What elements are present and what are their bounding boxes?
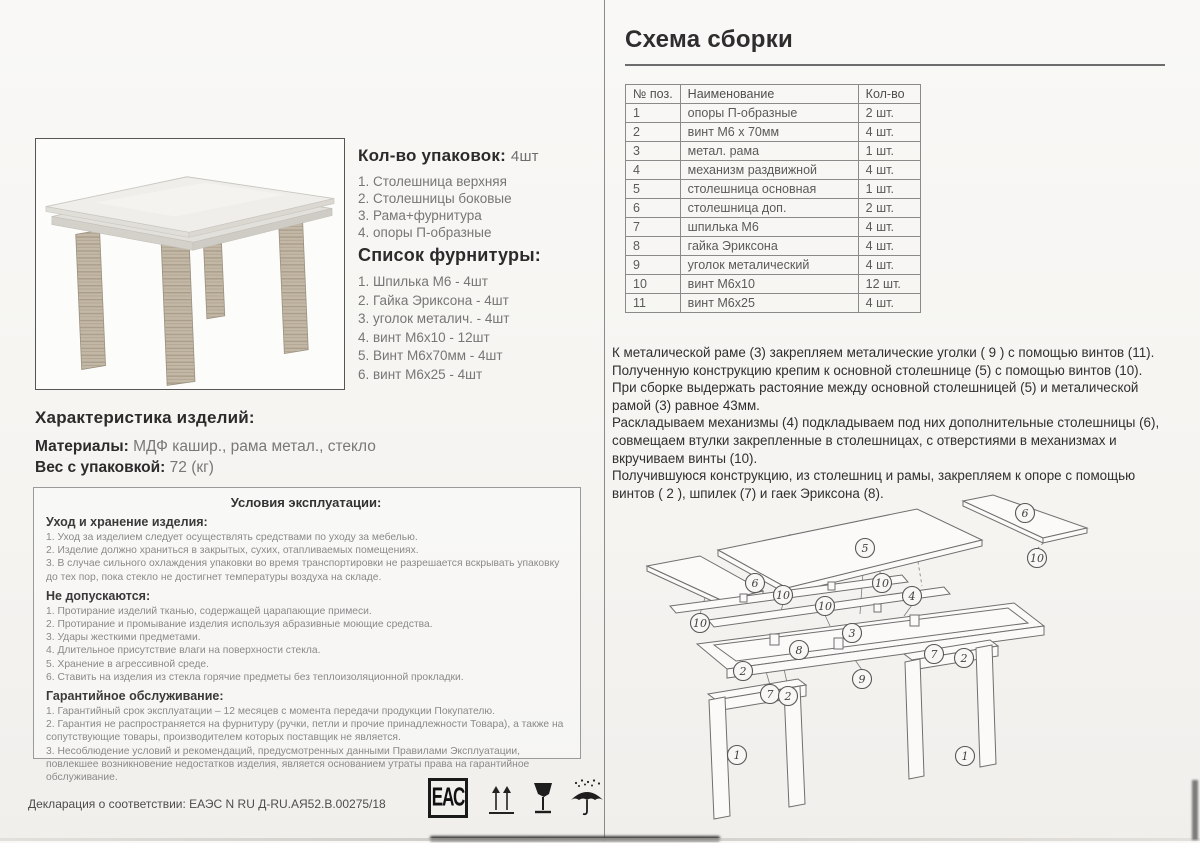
table-row <box>626 275 921 294</box>
table-row <box>626 104 921 123</box>
table-cell: 1 шт. <box>858 142 920 161</box>
table-cell: 4 шт. <box>858 256 920 275</box>
characteristics-title: Характеристика изделий: <box>35 408 255 427</box>
table-row <box>626 123 921 142</box>
callout-number: 4 <box>908 589 916 603</box>
table-cell: 1 <box>626 104 681 123</box>
packages-title-label: Кол-во упаковок: <box>358 146 506 165</box>
usage-section <box>46 515 566 584</box>
usage-item: 4. Длительное присутствие влаги на поверхности стекла. <box>46 645 321 657</box>
table-cell: 10 <box>626 275 681 294</box>
packages-title <box>358 146 598 166</box>
table-cell: метал. рама <box>680 142 858 161</box>
list-item: 5. Винт М6х70мм - 4шт <box>358 348 503 363</box>
table-row <box>626 199 921 218</box>
materials-value: МДФ кашир., рама метал., стекло <box>133 438 376 455</box>
product-photo <box>36 139 344 389</box>
table-cell: столешница доп. <box>680 199 858 218</box>
usage-item: 1. Протирание изделий тканью, содержащей царапающие примеси. <box>46 605 372 617</box>
table-cell: столешница основная <box>680 180 858 199</box>
callout-number: 1 <box>733 748 741 762</box>
usage-item: 2. Протирание и промывание изделия используя абразивные моющие средства. <box>46 619 433 631</box>
usage-item: 6. Ставить на изделия из стекла горячие предметы без теплоизоляционной прокладки. <box>46 671 464 683</box>
scan-artifact-right <box>1192 780 1198 840</box>
callout-number: 7 <box>766 687 774 701</box>
table-cell: 4 шт. <box>858 237 920 256</box>
list-item: 1. Столешница верхняя <box>358 174 507 189</box>
callout-number: 7 <box>930 647 938 661</box>
callout-number: 10 <box>875 576 889 590</box>
table-cell: 4 шт. <box>858 294 920 313</box>
parts-table-body <box>626 104 921 313</box>
table-row <box>626 294 921 313</box>
callout-number: 10 <box>693 616 707 630</box>
table-cell: 8 <box>626 237 681 256</box>
table-cell: 4 <box>626 161 681 180</box>
callout-number: 3 <box>848 626 856 640</box>
usage-section-heading: Не допускаются: <box>46 588 151 603</box>
table-cell: 4 шт. <box>858 123 920 142</box>
page-title: Схема сборки <box>625 26 794 53</box>
table-header-cell: № поз. <box>626 85 681 104</box>
u-leg-right <box>904 640 998 779</box>
product-photo-frame <box>35 138 345 390</box>
keep-dry-umbrella-icon <box>568 778 606 818</box>
list-item: 2. Столешницы боковые <box>358 191 512 206</box>
hardware-block <box>358 245 598 384</box>
callout-number: 10 <box>1030 551 1044 565</box>
usage-section <box>46 689 566 784</box>
table-cell: 7 <box>626 218 681 237</box>
callout-number: 10 <box>776 588 790 602</box>
table-cell: 3 <box>626 142 681 161</box>
callout-number: 2 <box>960 651 968 665</box>
hardware-list <box>358 273 598 384</box>
table-cell: гайка Эриксона <box>680 237 858 256</box>
list-item: 2. Гайка Эриксона - 4шт <box>358 292 509 308</box>
list-item: Полученную конструкцию крепим к основной столешнице (5) с помощью винтов (10). <box>612 362 1143 378</box>
callout-number: 1 <box>961 749 969 763</box>
table-header-cell: Кол-во <box>858 85 920 104</box>
table-cell: винт М6 х 70мм <box>680 123 858 142</box>
packages-count: 4шт <box>510 148 539 165</box>
table-cell: 2 шт. <box>858 199 920 218</box>
table-cell: опоры П-образные <box>680 104 858 123</box>
table-row <box>626 256 921 275</box>
table-cell: механизм раздвижной <box>680 161 858 180</box>
usage-section <box>46 589 566 684</box>
parts-table-head <box>626 85 921 104</box>
materials-row <box>35 436 595 457</box>
callout-number: 10 <box>818 599 832 613</box>
parts-table-header-row <box>626 85 921 104</box>
table-cell: винт М6х10 <box>680 275 858 294</box>
table-cell: 11 <box>626 294 681 313</box>
table-cell: 9 <box>626 256 681 275</box>
list-item: Раскладываем механизмы (4) подкладываем под них дополнительные столешницы (6), совмещаем втулки закрепленные в столешницах, с отверстиями в механизмах и вкручиваем винты (10). <box>612 415 1160 466</box>
usage-item: 5. Хранение в агрессивной среде. <box>46 658 209 670</box>
usage-section-heading: Гарантийное обслуживание: <box>46 689 224 704</box>
table-cell: 12 шт. <box>858 275 920 294</box>
eac-letters: ЕАС <box>431 783 465 812</box>
packages-block <box>358 146 598 241</box>
list-item: 6. винт М6х25 - 4шт <box>358 366 483 382</box>
callout-number: 5 <box>861 541 869 555</box>
usage-item: 1. Гарантийный срок эксплуатации – 12 месяцев с момента передачи продукции Покупателю. <box>46 706 495 718</box>
mechanism-clip <box>740 594 747 602</box>
list-item: 3. Рама+фурнитура <box>358 208 482 223</box>
usage-title: Условия эксплуатации: <box>230 495 382 510</box>
frame-stud <box>834 638 843 649</box>
declaration-text: Декларация о соответствии: ЕАЭС N RU Д-RU.АЯ52.В.00275/18 <box>28 797 386 811</box>
usage-item: 2. Изделие должно храниться в закрытых, сухих, отапливаемых помещениях. <box>46 545 419 557</box>
table-cell: уголок металический <box>680 256 858 275</box>
list-item: 3. уголок металич. - 4шт <box>358 311 510 326</box>
usage-item: 1. Уход за изделием следует осуществлять средствами по уходу за мебелью. <box>46 532 418 543</box>
callout-number: 8 <box>795 643 803 657</box>
table-cell: 1 шт. <box>858 180 920 199</box>
fragile-glass-icon <box>530 781 556 819</box>
assembly-instructions <box>612 344 1170 502</box>
usage-item: 3. Несоблюдение условий и рекомендаций, предусмотренных данными Правилами Эксплуатации, повлекшее возникновение недостатков изделия, является основанием утраты права на гарантийное обслуживание. <box>46 745 530 784</box>
exploded-assembly-diagram <box>612 486 1190 838</box>
callout-number: 9 <box>858 672 866 686</box>
table-cell: шпилька М6 <box>680 218 858 237</box>
table-row <box>626 161 921 180</box>
table-cell: 5 <box>626 180 681 199</box>
list-item: Получившуюся конструкцию, из столешниц и рамы, закрепляем к опоре с помощью винтов ( 2 ), шпилек (7) и гаек Эриксона (8). <box>612 468 1136 501</box>
table-cell: 6 <box>626 199 681 218</box>
callout-number: 6 <box>751 576 759 590</box>
list-item: 4. винт М6х10 - 12шт <box>358 329 490 345</box>
title-underline <box>625 64 1165 66</box>
characteristics-block <box>35 408 595 478</box>
callout-number: 2 <box>784 689 792 703</box>
table-row <box>626 237 921 256</box>
certification-icons <box>428 776 604 822</box>
usage-section-heading: Уход и хранение изделия: <box>46 515 208 529</box>
usage-item: 3. Удары жесткими предметами. <box>46 632 201 644</box>
table-cell: 4 шт. <box>858 218 920 237</box>
usage-item: 2. Гарантия не распространяется на фурнитуру (ручки, петли и прочие принадлежности Товара), а также на сопутствующие товары, производителем которых поставщик не является. <box>46 719 564 744</box>
table-row <box>626 180 921 199</box>
mechanism-clip <box>874 604 881 612</box>
list-item: К металической раме (3) закрепляем металические уголки ( 9 ) с помощью винтов (11). <box>612 345 1155 360</box>
frame-stud <box>910 615 919 626</box>
mechanism-clip <box>828 582 835 590</box>
materials-label: Материалы: <box>35 438 129 455</box>
usage-conditions-box <box>33 487 581 784</box>
usage-item: 3. В случае сильного охлаждения упаковки во время транспортировки не разрешается вскрывать упаковку до тех пор, пока стекло не достигнет температуры воздуха на складе. <box>46 558 560 583</box>
eac-mark-icon <box>428 778 468 818</box>
list-item: 4. опоры П-образные <box>358 225 492 240</box>
usage-sections <box>46 515 566 784</box>
weight-value: 72 (кг) <box>169 459 214 476</box>
table-cell: 4 шт. <box>858 161 920 180</box>
packages-list <box>358 173 598 241</box>
this-way-up-icon <box>486 782 516 818</box>
table-cell: 2 шт. <box>858 104 920 123</box>
hardware-title: Список фурнитуры: <box>358 245 541 265</box>
table-cell: 2 <box>626 123 681 142</box>
weight-label: Вес с упаковкой: <box>35 459 166 476</box>
callout-number: 2 <box>739 664 747 678</box>
list-item: 1. Шпилька М6 - 4шт <box>358 274 488 289</box>
table-row <box>626 218 921 237</box>
callout-number: 6 <box>1021 506 1029 520</box>
parts-table <box>625 84 921 313</box>
page-fold-divider <box>604 0 605 841</box>
frame-stud <box>770 634 779 645</box>
weight-row <box>35 457 595 478</box>
table-row <box>626 142 921 161</box>
list-item: При сборке выдержать растояние между основной столешницей (5) и металической рамой (3) равное 43мм. <box>612 380 1139 413</box>
table-cell: винт М6х25 <box>680 294 858 313</box>
table-header-cell: Наименование <box>680 85 858 104</box>
